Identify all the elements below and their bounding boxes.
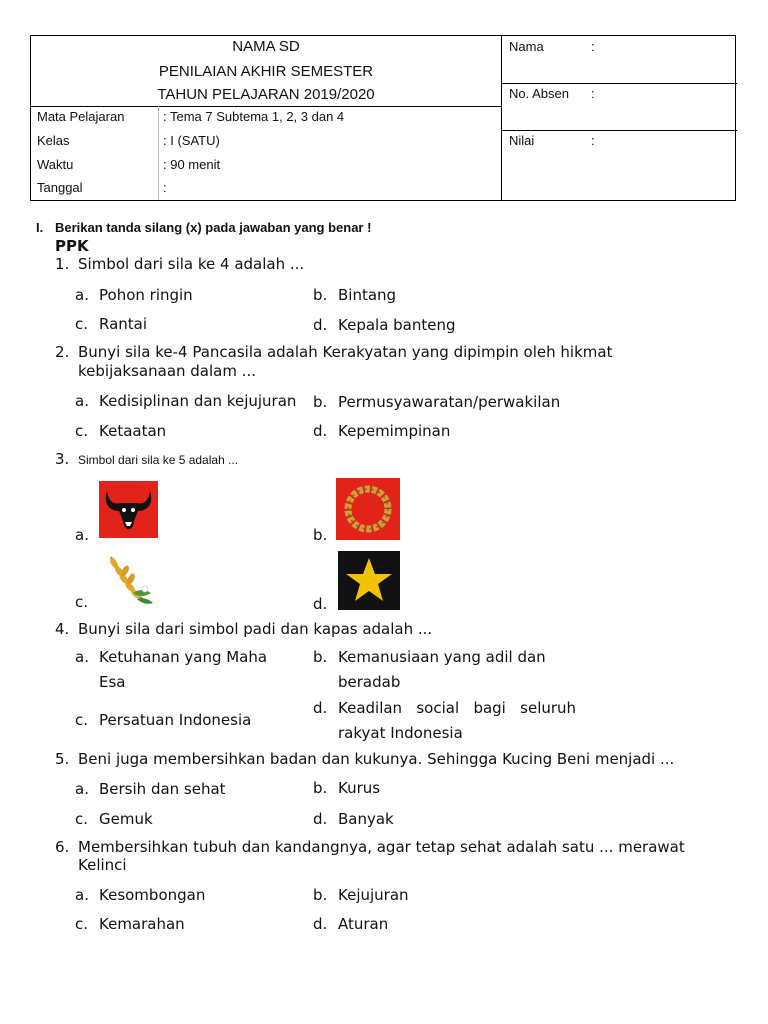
info-value-subject: : Tema 7 Subtema 1, 2, 3 dan 4 xyxy=(163,109,345,124)
info-value-date: : xyxy=(163,180,167,195)
question-text: Membersihkan tubuh dan kandangnya, agar tetap sehat adalah satu ... merawat xyxy=(78,838,685,856)
year-title: TAHUN PELAJARAN 2019/2020 xyxy=(157,86,375,103)
question-number: 4. xyxy=(55,620,70,638)
option-text: Rantai xyxy=(99,315,148,333)
option-letter: d. xyxy=(313,595,328,613)
option-letter: a. xyxy=(75,648,89,666)
option-text: Ketuhanan yang Maha xyxy=(99,648,268,666)
header-table xyxy=(30,35,736,201)
question-text-cont: kebijaksanaan dalam ... xyxy=(78,362,257,380)
question-number: 1. xyxy=(55,255,70,273)
header-right-divider-2 xyxy=(501,130,737,131)
rice-cotton-icon xyxy=(105,553,157,607)
option-text: Permusyawaratan/perwakilan xyxy=(338,393,561,411)
option-letter: d. xyxy=(313,915,328,933)
info-value-time: : 90 menit xyxy=(163,157,221,172)
absen-label: No. Absen xyxy=(509,86,569,101)
option-text: Keadilan social bagi seluruh xyxy=(338,699,577,717)
option-letter: b. xyxy=(313,886,328,904)
header-inner-divider xyxy=(158,106,159,200)
option-letter: a. xyxy=(75,526,89,544)
exam-title: PENILAIAN AKHIR SEMESTER xyxy=(158,63,374,80)
option-text: Kejujuran xyxy=(338,886,409,904)
option-letter: a. xyxy=(75,286,89,304)
school-name: NAMA SD xyxy=(232,38,300,55)
star-icon xyxy=(338,551,400,610)
option-text: Aturan xyxy=(338,915,389,933)
option-letter: c. xyxy=(75,593,89,611)
header-right-divider-1 xyxy=(501,83,737,84)
option-letter: c. xyxy=(75,711,89,729)
option-letter: c. xyxy=(75,315,89,333)
option-text: Pohon ringin xyxy=(99,286,193,304)
header-divider xyxy=(501,36,502,200)
option-letter: b. xyxy=(313,286,328,304)
option-text: Bersih dan sehat xyxy=(99,780,226,798)
option-text: Kesombongan xyxy=(99,886,206,904)
option-text: Kemarahan xyxy=(99,915,185,933)
nilai-label: Nilai xyxy=(509,133,535,148)
option-text-cont: Esa xyxy=(99,673,126,691)
option-letter: b. xyxy=(313,779,328,797)
info-value-class: : I (SATU) xyxy=(163,133,220,148)
section-number: I. xyxy=(36,220,44,235)
section-instruction: Berikan tanda silang (x) pada jawaban yang benar ! xyxy=(55,220,372,235)
option-letter: c. xyxy=(75,422,89,440)
info-label-subject: Mata Pelajaran xyxy=(37,109,125,124)
info-label-time: Waktu xyxy=(37,157,74,172)
option-letter: d. xyxy=(313,810,328,828)
option-text: Banyak xyxy=(338,810,394,828)
nilai-value: : xyxy=(591,133,595,148)
question-text-cont: Kelinci xyxy=(78,856,127,874)
option-text: Kurus xyxy=(338,779,381,797)
question-number: 3. xyxy=(55,450,70,468)
option-letter: b. xyxy=(313,393,328,411)
question-number: 6. xyxy=(55,838,70,856)
bull-head-icon xyxy=(99,481,158,538)
question-number: 2. xyxy=(55,343,70,361)
option-letter: a. xyxy=(75,392,89,410)
option-letter: d. xyxy=(313,422,328,440)
question-text: Bunyi sila ke-4 Pancasila adalah Kerakyatan yang dipimpin oleh hikmat xyxy=(78,343,613,361)
info-label-class: Kelas xyxy=(37,133,70,148)
name-value: : xyxy=(591,39,595,54)
option-letter: c. xyxy=(75,915,89,933)
header-title-divider xyxy=(31,106,501,107)
option-letter: d. xyxy=(313,316,328,334)
option-letter: c. xyxy=(75,810,89,828)
option-text-cont: beradab xyxy=(338,673,401,691)
info-label-date: Tanggal xyxy=(37,180,83,195)
option-letter: b. xyxy=(313,526,328,544)
option-text: Ketaatan xyxy=(99,422,167,440)
question-text: Beni juga membersihkan badan dan kukunya. Sehingga Kucing Beni menjadi ... xyxy=(78,750,675,768)
option-letter: a. xyxy=(75,886,89,904)
absen-value: : xyxy=(591,86,595,101)
option-text-cont: rakyat Indonesia xyxy=(338,724,463,742)
option-text: Kedisiplinan dan kejujuran xyxy=(99,392,297,410)
question-text: Simbol dari sila ke 4 adalah ... xyxy=(78,255,305,273)
option-text: Persatuan Indonesia xyxy=(99,711,252,729)
option-text: Gemuk xyxy=(99,810,153,828)
question-text: Bunyi sila dari simbol padi dan kapas adalah ... xyxy=(78,620,433,638)
option-text: Kepemimpinan xyxy=(338,422,451,440)
option-text: Kemanusiaan yang adil dan xyxy=(338,648,546,666)
option-letter: b. xyxy=(313,648,328,666)
option-text: Kepala banteng xyxy=(338,316,456,334)
option-letter: d. xyxy=(313,699,328,717)
name-label: Nama xyxy=(509,39,544,54)
question-number: 5. xyxy=(55,750,70,768)
option-text: Bintang xyxy=(338,286,397,304)
subject-title: PPK xyxy=(55,237,89,255)
question-text: Simbol dari sila ke 5 adalah ... xyxy=(78,453,239,467)
chain-icon xyxy=(336,478,400,540)
option-letter: a. xyxy=(75,780,89,798)
